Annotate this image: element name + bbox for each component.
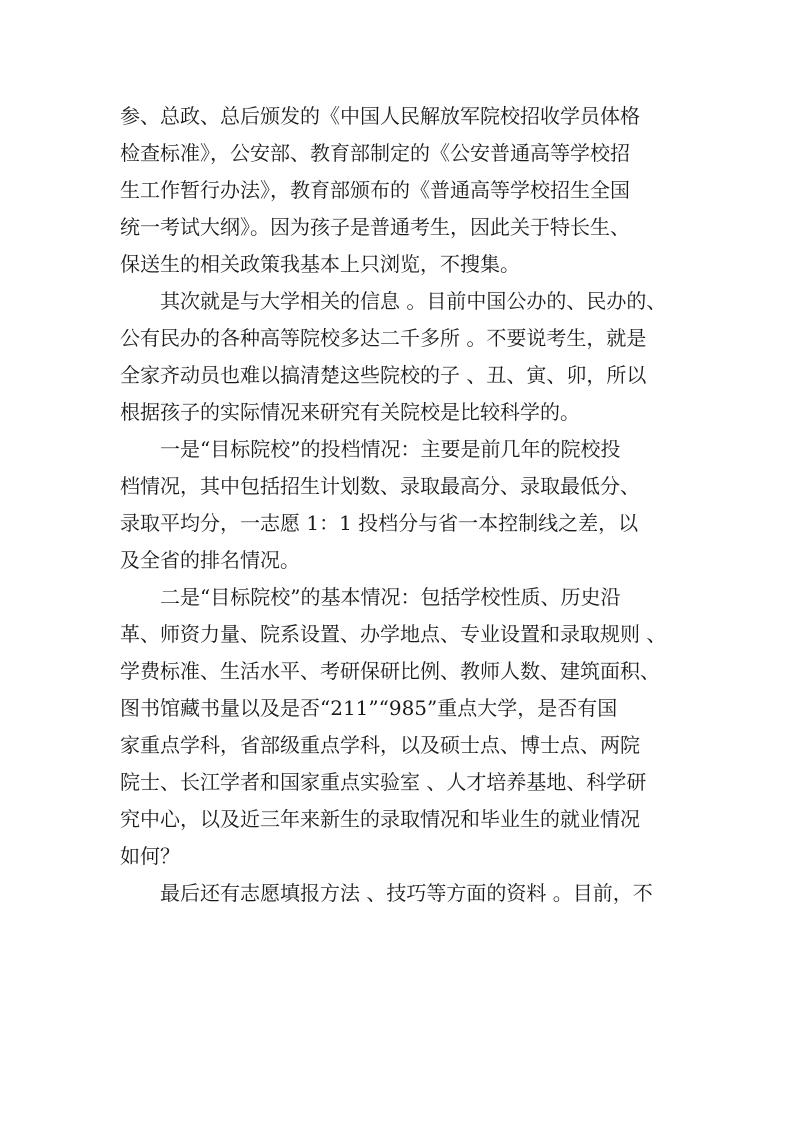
text-line: 究中心，以及近三年来新生的录取情况和毕业生的就业情况 — [120, 807, 640, 831]
text-line: 及全省的排名情况。 — [120, 548, 300, 572]
text-line: 生工作暂行办法》，教育部颁布的《普通高等学校招生全国 — [120, 178, 630, 202]
text-line: 革、师资力量、院系设置、办学地点、专业设置和录取规则 、 — [120, 622, 667, 646]
text-line: 公有民办的各种高等院校多达二千多所 。不要说考生，就是 — [120, 326, 647, 350]
text-line: 参、总政、总后颁发的《中国人民解放军院校招收学员体格 — [120, 104, 640, 128]
text-line: 学费标准、生活水平、考研保研比例、教师人数、建筑面积、 — [120, 659, 660, 683]
paragraph-start-line: 最后还有志愿填报方法 、技巧等方面的资料 。目前，不 — [160, 881, 653, 905]
text-line: 统一考试大纲》。因为孩子是普通考生，因此关于特长生、 — [120, 215, 630, 239]
paragraph-start-line: 一是“目标院校”的投档情况：主要是前几年的院校投 — [160, 437, 621, 461]
text-line: 院士、长江学者和国家重点实验室 、人才培养基地、科学研 — [120, 770, 647, 794]
text-line: 家重点学科，省部级重点学科，以及硕士点、博士点、两院 — [120, 733, 640, 757]
text-line: 检查标准》，公安部、教育部制定的《公安普通高等学校招 — [120, 141, 630, 165]
text-line: 保送生的相关政策我基本上只浏览，不搜集。 — [120, 252, 520, 276]
text-line: 根据孩子的实际情况来研究有关院校是比较科学的。 — [120, 400, 580, 424]
text-line: 录取平均分，一志愿 1：1 投档分与省一本控制线之差，以 — [120, 511, 639, 535]
document-body — [120, 98, 688, 912]
text-line: 图书馆藏书量以及是否“211”“985”重点大学，是否有国 — [120, 696, 618, 720]
text-line: 如何？ — [120, 844, 180, 868]
paragraph-start-line: 二是“目标院校”的基本情况：包括学校性质、历史沿 — [160, 585, 621, 609]
paragraph-start-line: 其次就是与大学相关的信息 。目前中国公办的、民办的、 — [160, 289, 667, 313]
text-line: 档情况，其中包括招生计划数、录取最高分、录取最低分、 — [120, 474, 640, 498]
text-line: 全家齐动员也难以搞清楚这些院校的子 、丑、寅、卯，所以 — [120, 363, 647, 387]
